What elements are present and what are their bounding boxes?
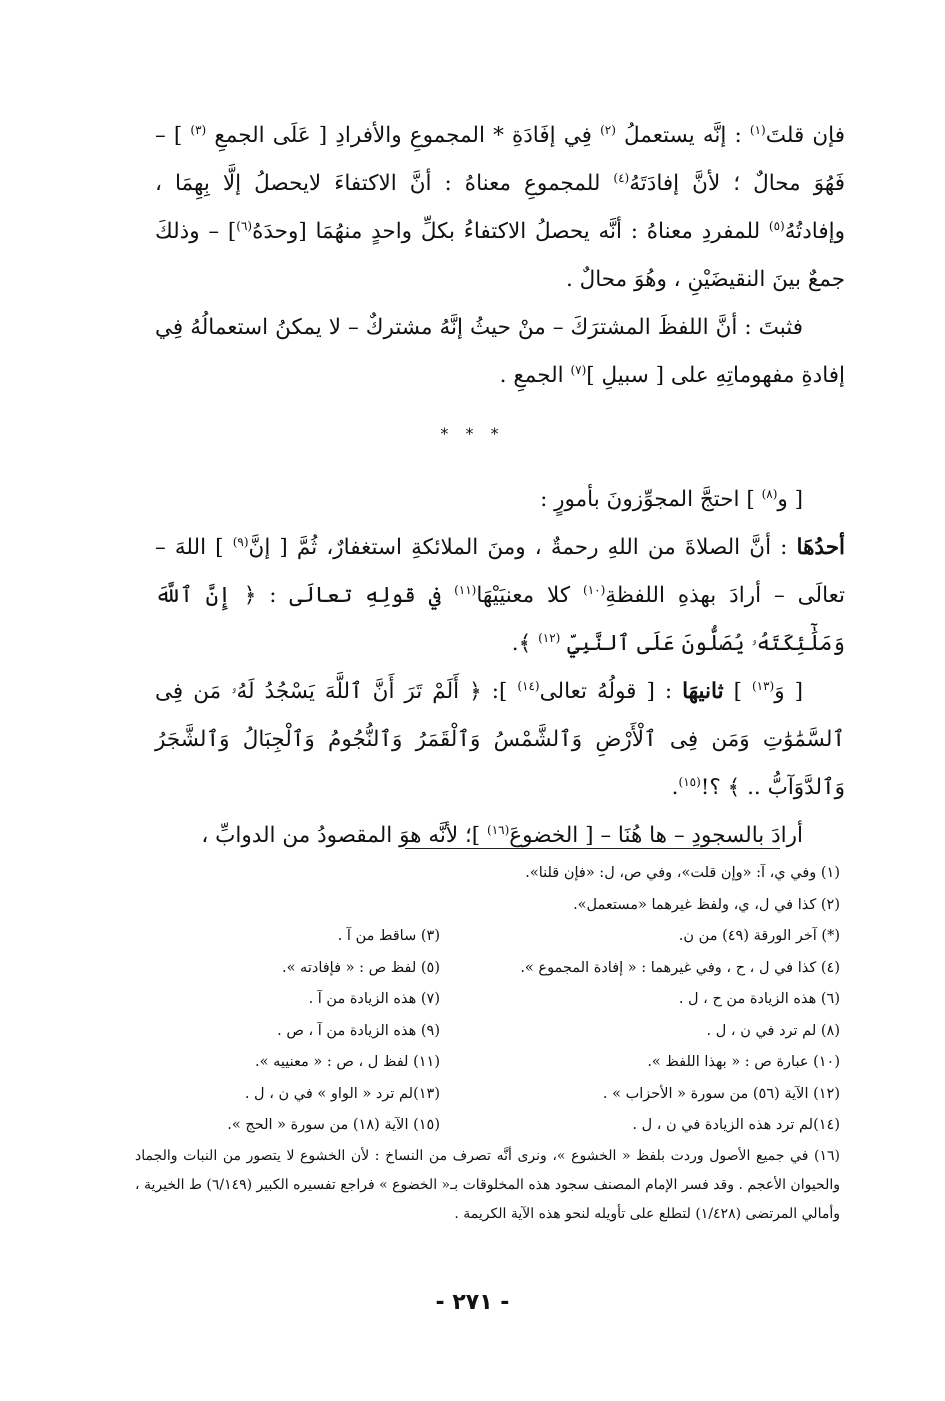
- footnote-marker: (١١): [454, 582, 477, 597]
- footnote-15: (١٥) الآية (١٨) من سورة « الحج ».: [227, 1117, 440, 1133]
- footnote-7: (٧) هذه الزيادة من آ .: [308, 991, 440, 1007]
- footnote-marker: (١): [749, 122, 766, 137]
- footnote-marker: (١٥): [678, 774, 701, 789]
- footnote-row: [135, 984, 840, 1016]
- footnote-5: (٥) لفظ ص : « فإفادته ».: [281, 959, 440, 976]
- text-run: أرادَ بالسجودِ – ها هُنَا – [ الخضوعَ: [509, 823, 803, 848]
- paragraph-conclusion: [155, 304, 845, 400]
- text-run: .: [671, 775, 679, 800]
- footnotes: [135, 858, 840, 1229]
- footnote-8: (٨) لم ترد في ن ، ل .: [706, 1022, 840, 1039]
- text-run: فثبتَ : أنَّ اللفظَ المشترَكَ – منْ حيثُ إنَّهُ مشتركٌ – لا يمكنُ استعمالُهُ فِي إفادةِ مفهوماتِهِ على [ سبيلِ ]: [155, 315, 845, 388]
- main-text-arguments: [155, 476, 845, 860]
- footnote-marker: (٣): [190, 122, 207, 137]
- paragraph-arguments-intro: [155, 476, 845, 524]
- argument-heading: أحدُهَا: [796, 535, 845, 560]
- footnote-11: (١١) لفظ ل ، ص : « معنييه ».: [255, 1054, 440, 1070]
- text-run: ]؛ لأنَّه هوَ المقصودُ من الدوابِّ ،: [201, 823, 488, 848]
- text-run: : إنَّه يستعملُ: [615, 123, 750, 148]
- footnote-marker: (١٣): [751, 678, 775, 693]
- text-run: فِي إفَادَةِ * المجموعِ والأفرادِ [ عَلَى الجمعِ: [206, 123, 601, 148]
- footnote-13: (١٣)لم ترد « الواو » في ن ، ل .: [244, 1085, 440, 1102]
- text-run: الجمعِ .: [499, 363, 571, 388]
- footnote-row: [135, 921, 840, 953]
- footnote-marker: (١٢): [538, 630, 561, 645]
- text-run: [ وَ: [774, 679, 804, 704]
- text-run: ] – فَهُوَ محالٌ ؛ لأنَّ إفادَتَهُ: [155, 123, 845, 196]
- section-separator: * * *: [440, 424, 505, 443]
- footnote-10: (١٠) عبارة ص : « بهذا اللفظ ».: [647, 1054, 840, 1070]
- footnote-marker: (٩): [232, 534, 249, 549]
- footnote-marker: (٦): [236, 218, 253, 233]
- paragraph-first-argument: [155, 524, 845, 668]
- paragraph-sujud-meaning: [155, 812, 845, 860]
- footnote-marker: (٨): [761, 486, 778, 501]
- text-run: فإن قلتَ: [765, 123, 845, 148]
- text-run: : [ قولُهُ تعالى: [539, 679, 683, 704]
- footnote-2: (٢) كذا في ل، ي، ولفظ غيرهما «مستعمل».: [573, 896, 840, 913]
- argument-heading: ثانيهَا: [682, 679, 724, 704]
- footnote-row: [135, 1047, 840, 1079]
- text-run: ]: ﴿ أَلَمْ تَرَ أَنَّ ٱللَّهَ يَسْجُدُ لَهُۥ مَن فِى ٱلسَّمَٰوَٰتِ وَمَن فِى ٱلْأَرْضِ وَٱلشَّمْسُ وَٱلْقَمَرُ وَٱلنُّجُومُ وَٱلْجِبَالُ وَٱلشَّجَرُ وَٱلدَّوَآبُّ .. ﴾ ؟!: [155, 679, 845, 800]
- text-run: في قولِهِ تعالَى : ﴿ إِنَّ ٱللَّهَ وَمَلَٰٓئِكَتَهُۥ يُصَلُّونَ عَلَى ٱلنَّبِيِّ: [155, 583, 845, 656]
- footnote-row: [135, 1079, 840, 1111]
- text-run: كلا معنيَيْهَا: [476, 583, 583, 608]
- footnote-3: (٣) ساقط من آ .: [337, 928, 440, 944]
- footnote-marker: (٢): [600, 122, 616, 137]
- footnote-marker: (١٠): [583, 582, 606, 597]
- footnote-marker: (٧): [570, 362, 587, 377]
- footnote-12: (١٢) الآية (٥٦) من سورة « الأحزاب » .: [602, 1085, 840, 1102]
- footnote-marker: (١٤): [517, 678, 540, 693]
- paragraph-objection: [155, 112, 845, 304]
- footnote-4: (٤) كذا في ل ، ح ، وفي غيرهما : « إفادة المجموع ».: [520, 959, 840, 976]
- footnote-marker: (١٦): [487, 822, 510, 837]
- footnote-marker: (٥): [768, 218, 785, 233]
- text-run: ]: [723, 679, 752, 704]
- footnote-row: [135, 1016, 840, 1048]
- text-run: ] احتجَّ المجوِّزونَ بأمورٍ :: [540, 487, 762, 512]
- footnote-9: (٩) هذه الزيادة من آ ، ص .: [277, 1022, 440, 1039]
- footnote-14: (١٤)لم ترد هذه الزيادة في ن ، ل .: [632, 1117, 840, 1133]
- footnote-marker: (٤): [613, 170, 630, 185]
- footnote-star: (*) آخر الورقة (٤٩) من ن.: [678, 928, 840, 944]
- text-run: ] اللهَ – تعالَى – أرادَ بهذهِ اللفظةِ: [155, 535, 845, 608]
- text-run: : أنَّ الصلاةَ من اللهِ رحمةٌ ، ومنَ الملائكةِ استغفارٌ، ثُمَّ [ إنَّ: [248, 535, 797, 560]
- footnote-6: (٦) هذه الزيادة من ح ، ل .: [678, 991, 840, 1007]
- text-run: للمجموعِ معناهُ : أنَّ الاكتفاءَ لايحصلُ إلَّا بِهِمَا ، وإفادتُهُ: [155, 171, 845, 244]
- text-run: ] – وذلكَ جمعٌ بينَ النقيضَيْنِ ، وهُوَ محالٌ .: [155, 219, 845, 292]
- footnote-row: [135, 1110, 840, 1142]
- footnote-1: (١) وفي ي، آ: «وإن قلت»، وفي ص، ل: «فإن قلنا».: [525, 865, 840, 881]
- footnote-16: (١٦) في جميع الأصول وردت بلفظ « الخشوع »، ونرى أنَّه تصرف من النساخ : لأن الخشوع لا يتصور من النبات والجماد والحيوان الأعجم . وقد فسر الإمام المصنف سجود هذه المخلوقات بـ« الخضوع » فراجع تفسيره الكبير (٦/١٤٩) ط الخيرية ، وأمالي المرتضى (١/٤٢٨) لتطلع على تأويله لنحو هذه الآية الكريمة .: [135, 1147, 840, 1222]
- paragraph-second-argument: [155, 668, 845, 812]
- text-run: للمفردِ معناهُ : أنَّه يحصلُ الاكتفاءُ بكلِّ واحدٍ منهُمَا [وحدَهُ: [252, 219, 769, 244]
- text-run: ﴾.: [511, 631, 539, 656]
- footnote-divider: [405, 848, 780, 849]
- main-text: [155, 112, 845, 400]
- footnote-row: [135, 953, 840, 985]
- page-number: - ٢٧١ -: [435, 1290, 510, 1315]
- text-run: [ و: [777, 487, 803, 512]
